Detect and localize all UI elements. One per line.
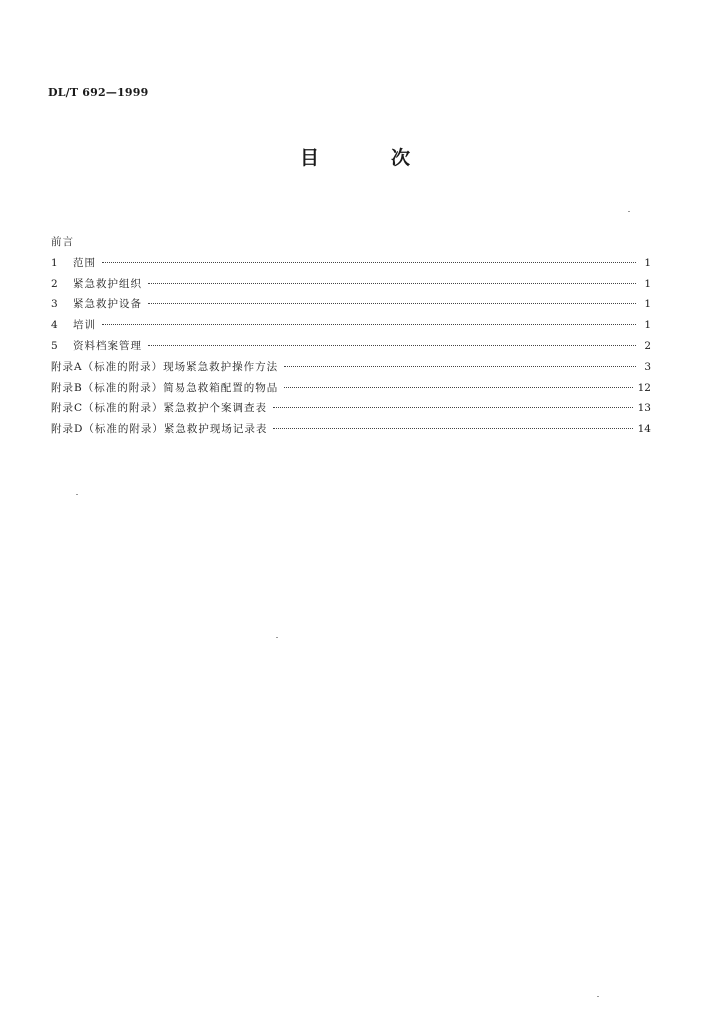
toc-entry-page: 3 bbox=[644, 360, 651, 373]
scan-speck bbox=[76, 494, 78, 495]
toc-entry-label: 紧急救护组织 bbox=[73, 277, 142, 290]
toc-entry-number: 2 bbox=[51, 277, 58, 290]
toc-entry-label: 范围 bbox=[73, 256, 96, 269]
toc-entry-label: 附录A（标准的附录）现场紧急救护操作方法 bbox=[51, 360, 279, 373]
toc-entry-number: 5 bbox=[51, 339, 58, 352]
toc-dot-leader bbox=[273, 428, 632, 429]
toc-entry[interactable] bbox=[51, 294, 651, 315]
toc-entry-number: 3 bbox=[51, 298, 58, 311]
toc-entry-page: 14 bbox=[637, 423, 651, 436]
toc-title bbox=[300, 143, 410, 170]
toc-entry-label: 资料档案管理 bbox=[73, 339, 142, 352]
toc-entry[interactable] bbox=[51, 315, 651, 336]
toc-entry-page: 1 bbox=[644, 277, 651, 290]
toc-dot-leader bbox=[102, 262, 636, 263]
toc-entry-page: 1 bbox=[644, 298, 651, 311]
toc-entry-label: 附录B（标准的附录）简易急救箱配置的物品 bbox=[51, 381, 279, 394]
toc-entry[interactable] bbox=[51, 253, 651, 274]
toc-entry-page: 12 bbox=[637, 381, 651, 394]
toc-entry-page: 2 bbox=[644, 339, 651, 352]
toc-dot-leader bbox=[148, 303, 636, 304]
scan-speck bbox=[628, 211, 630, 212]
toc-dot-leader bbox=[284, 387, 632, 388]
toc-entry-label: 附录C（标准的附录）紧急救护个案调查表 bbox=[51, 402, 268, 415]
toc-entry-label: 培训 bbox=[73, 319, 96, 332]
toc-entry-preface[interactable] bbox=[51, 232, 651, 253]
toc-entry-appendix-b[interactable] bbox=[51, 378, 651, 399]
toc-dot-leader bbox=[284, 366, 636, 367]
scan-speck bbox=[276, 637, 278, 638]
document-code: DL/T 692—1999 bbox=[48, 86, 149, 99]
toc-entry-number: 4 bbox=[51, 319, 58, 332]
toc-entry-label: 前言 bbox=[51, 236, 74, 248]
toc-dot-leader bbox=[148, 345, 636, 346]
toc-entry-appendix-d[interactable] bbox=[51, 419, 651, 440]
toc-dot-leader bbox=[148, 283, 636, 284]
toc-title-char-2: 次 bbox=[390, 147, 410, 169]
toc-entry[interactable] bbox=[51, 274, 651, 295]
toc-entry-page: 1 bbox=[644, 256, 651, 269]
toc-title-char-1: 目 bbox=[300, 147, 320, 169]
toc-entry-label: 附录D（标准的附录）紧急救护现场记录表 bbox=[51, 423, 268, 436]
toc-entry-appendix-a[interactable] bbox=[51, 357, 651, 378]
scan-speck bbox=[597, 996, 599, 997]
toc-entry-appendix-c[interactable] bbox=[51, 398, 651, 419]
toc-dot-leader bbox=[102, 324, 636, 325]
toc-entry[interactable] bbox=[51, 336, 651, 357]
toc-entry-page: 1 bbox=[644, 319, 651, 332]
toc-entry-label: 紧急救护设备 bbox=[73, 298, 142, 311]
toc-entry-number: 1 bbox=[51, 256, 58, 269]
table-of-contents bbox=[51, 232, 651, 440]
toc-entry-page: 13 bbox=[637, 402, 651, 415]
toc-dot-leader bbox=[273, 407, 633, 408]
